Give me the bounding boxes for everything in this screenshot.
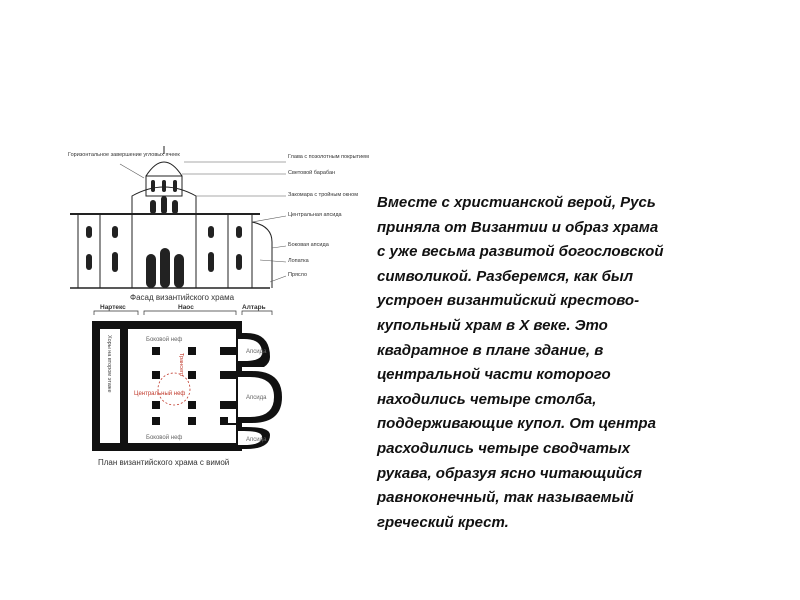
plan-section-naos: Наос: [178, 304, 194, 311]
plan-apse-center: Апсида: [246, 395, 267, 401]
facade-label-horizontal: Горизонтальное завершение угловых ячеек: [68, 152, 180, 158]
plan-section-narthex: Нартекс: [100, 304, 126, 311]
plan-side-nave-bottom: Боковой неф: [146, 435, 183, 441]
plan-choir: Хоры на втором этаже: [106, 335, 112, 393]
plan-apse-top: Апсида: [246, 349, 267, 355]
facade-label-central-apse: Центральная апсида: [288, 212, 342, 218]
plan-figure: [88, 305, 318, 495]
plan-apse-bottom: Апсида: [246, 437, 267, 443]
facade-label-side-apse: Боковая апсида: [288, 242, 329, 248]
plan-central-nave: Центральный неф: [134, 391, 186, 397]
plan-caption: План византийского храма с вимой: [98, 458, 230, 467]
facade-caption: Фасад византийского храма: [130, 293, 235, 302]
facade-label-head: Глава с позолотным покрытием: [288, 154, 369, 160]
facade-figure: [60, 142, 369, 302]
facade-label-plinth: Прясло: [288, 272, 308, 278]
facade-label-drum: Световой барабан: [288, 170, 336, 176]
main-text: Вместе с христианской верой, Русь приняла от Византии и образ храма с уже весьма развитой богословской символикой. Разберемся, как был устроен византийский крестово- купольный храм в X веке. Это квадратное в плане здание, в центральной части которого находились четыре столба, поддерживающие купол. От центра расходились четыре сводчатых рукава, образуя ясно читающийся равноконечный, так называемый греческий крест.: [377, 194, 664, 531]
plan-side-nave-top: Боковой неф: [146, 337, 183, 343]
facade-label-lopatka: Лопатка: [288, 258, 309, 264]
plan-section-altar: Алтарь: [242, 304, 266, 311]
plan-transept: Трансепт: [178, 353, 184, 377]
facade-label-zakomara: Закомара с тройным окном: [288, 192, 359, 198]
